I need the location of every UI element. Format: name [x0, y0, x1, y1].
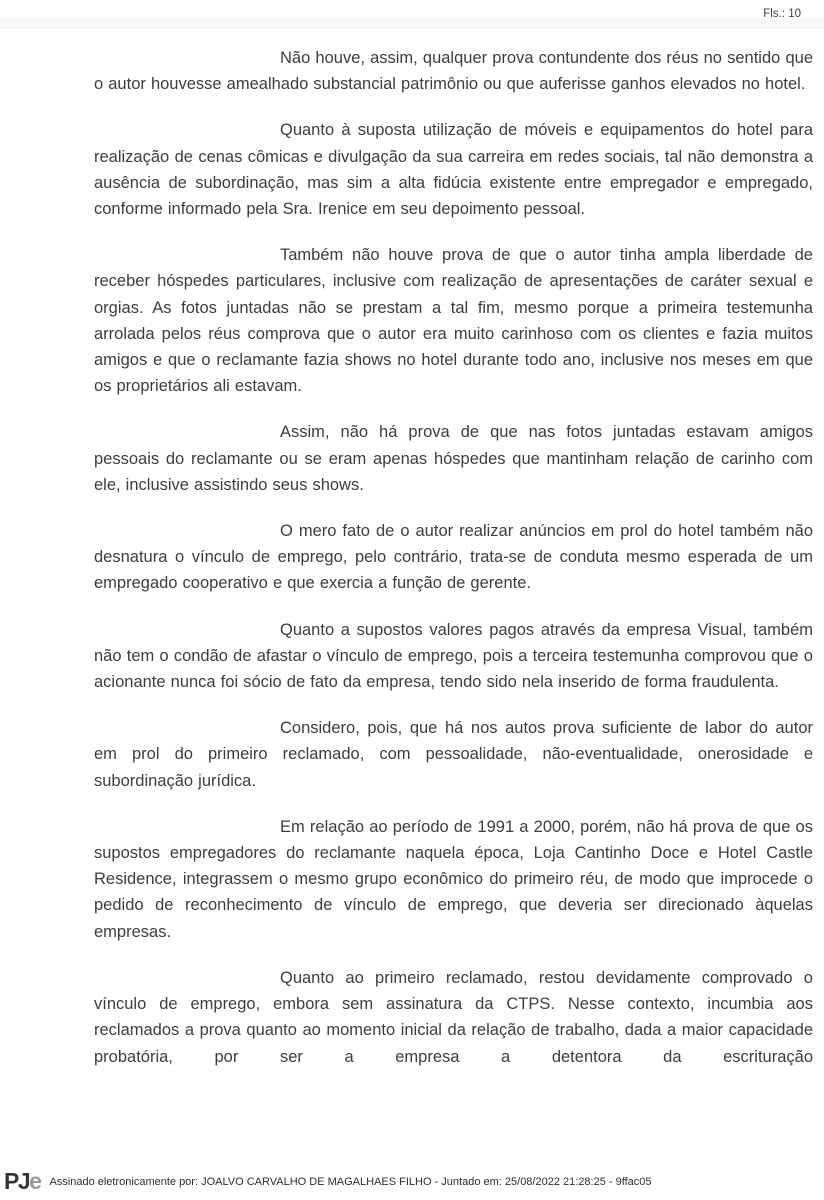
paragraph-1: Não houve, assim, qualquer prova contundente dos réus no sentido que o autor houvesse amealhado substancial patrimônio ou que auferisse ganhos elevados no hotel.	[94, 49, 813, 94]
pje-logo	[4, 1170, 40, 1193]
paragraph-9: Quanto ao primeiro reclamado, restou devidamente comprovado o vínculo de emprego, embora sem assinatura da CTPS. Nesse contexto, incumbia aos reclamados a prova quanto ao momento inicial da relação de trabalho, dada a maior capacidade probatória, por ser a empresa a detentora da escrituração	[94, 968, 813, 1066]
page-top-shading	[0, 18, 824, 29]
pje-logo-e: e	[29, 1168, 41, 1194]
paragraph-8: Em relação ao período de 1991 a 2000, porém, não há prova de que os supostos empregadores do reclamante naquela época, Loja Cantinho Doce e Hotel Castle Residence, integrassem o mesmo grupo econômico do primeiro réu, de modo que improcede o pedido de reconhecimento de vínculo de emprego, que deveria ser direcionado àquelas empresas.	[94, 817, 813, 941]
paragraph-5: O mero fato de o autor realizar anúncios em prol do hotel também não desnatura o vínculo de emprego, pelo contrário, trata-se de conduta mesmo esperada de um empregado cooperativo e que exercia a função de gerente.	[94, 522, 813, 593]
paragraph-6: Quanto a supostos valores pagos através da empresa Visual, também não tem o condão de afastar o vínculo de emprego, pois a terceira testemunha comprovou que o acionante nunca foi sócio de fato da empresa, tendo sido nela inserido de forma fraudulenta.	[94, 620, 813, 692]
document-body	[94, 45, 813, 1070]
paragraph-7: Considero, pois, que há nos autos prova suficiente de labor do autor em prol do primeiro reclamado, com pessoalidade, não-eventualidade, onerosidade e subordinação jurídica.	[94, 719, 813, 790]
paragraph-3: Também não houve prova de que o autor tinha ampla liberdade de receber hóspedes particulares, inclusive com realização de apresentações de caráter sexual e orgias. As fotos juntadas não se prestam a tal fim, mesmo porque a primeira testemunha arrolada pelos réus comprova que o autor era muito carinhoso com os clientes e fazia muitos amigos e que o reclamante fazia shows no hotel durante todo ano, inclusive nos meses em que os proprietários ali estavam.	[94, 246, 813, 396]
paragraph-4: Assim, não há prova de que nas fotos juntadas estavam amigos pessoais do reclamante ou se eram apenas hóspedes que mantinham relação de carinho com ele, inclusive assistindo seus shows.	[94, 423, 813, 494]
signature-footer	[4, 1170, 652, 1193]
paragraph-2: Quanto à suposta utilização de móveis e equipamentos do hotel para realização de cenas cômicas e divulgação da sua carreira em redes sociais, tal não demonstra a ausência de subordinação, mas sim a alta fidúcia existente entre empregador e empregado, conforme informado pela Sra. Irenice em seu depoimento pessoal.	[94, 121, 813, 219]
pje-logo-pj: PJ	[4, 1168, 30, 1194]
folio-number: Fls.: 10	[763, 8, 801, 20]
signature-text: Assinado eletronicamente por: JOALVO CARVALHO DE MAGALHAES FILHO - Juntado em: 25/08/2022 21:28:25 - 9ffac05	[49, 1175, 652, 1188]
